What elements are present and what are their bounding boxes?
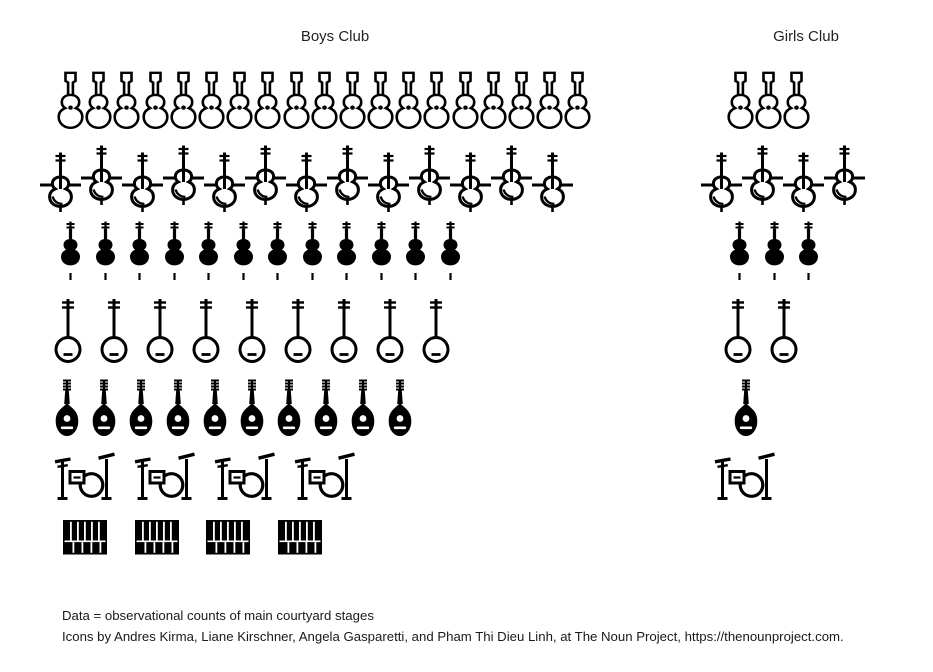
cello-icon: [726, 220, 753, 284]
cello-icon: [195, 220, 222, 284]
guitar-icon: [113, 70, 140, 134]
drum-kit-icon: [54, 452, 116, 502]
cello-icon: [264, 220, 291, 284]
mandolin-icon: [91, 378, 117, 438]
cello-icon: [402, 220, 429, 284]
banjo-icon: [99, 297, 129, 365]
fiddle-icon: [450, 149, 491, 219]
guitar-icon: [480, 70, 507, 134]
boys-drum-kit-row: [54, 452, 356, 502]
guitar-icon: [727, 70, 754, 134]
girls-banjo-row: [723, 297, 799, 365]
keyboard-icon: [205, 519, 251, 557]
mandolin-icon: [54, 378, 80, 438]
banjo-icon: [723, 297, 753, 365]
guitar-icon: [283, 70, 310, 134]
guitar-icon: [254, 70, 281, 134]
fiddle-icon: [532, 149, 573, 219]
drum-kit-icon: [134, 452, 196, 502]
boys-cello-row: [57, 220, 464, 284]
cello-icon: [230, 220, 257, 284]
guitar-icon: [755, 70, 782, 134]
guitar-icon: [339, 70, 366, 134]
guitar-icon: [142, 70, 169, 134]
cello-icon: [795, 220, 822, 284]
boys-keyboard-row: [62, 519, 323, 557]
fiddle-icon: [204, 149, 245, 219]
guitar-icon: [226, 70, 253, 134]
mandolin-icon: [165, 378, 191, 438]
banjo-icon: [769, 297, 799, 365]
guitar-icon: [198, 70, 225, 134]
cello-icon: [126, 220, 153, 284]
fiddle-icon: [368, 149, 409, 219]
fiddle-icon: [742, 142, 783, 212]
fiddle-icon: [491, 142, 532, 212]
guitar-icon: [564, 70, 591, 134]
boys-mandolin-row: [54, 378, 413, 438]
guitar-icon: [783, 70, 810, 134]
fiddle-icon: [783, 149, 824, 219]
guitar-icon: [311, 70, 338, 134]
mandolin-icon: [387, 378, 413, 438]
banjo-icon: [375, 297, 405, 365]
mandolin-icon: [128, 378, 154, 438]
guitar-icon: [452, 70, 479, 134]
banjo-icon: [145, 297, 175, 365]
guitar-icon: [508, 70, 535, 134]
mandolin-icon: [350, 378, 376, 438]
guitar-icon: [367, 70, 394, 134]
banjo-icon: [237, 297, 267, 365]
girls-guitar-row: [727, 70, 810, 134]
banjo-icon: [191, 297, 221, 365]
fiddle-icon: [163, 142, 204, 212]
banjo-icon: [421, 297, 451, 365]
drum-kit-icon: [294, 452, 356, 502]
banjo-icon: [53, 297, 83, 365]
keyboard-icon: [277, 519, 323, 557]
cello-icon: [761, 220, 788, 284]
fiddle-icon: [122, 149, 163, 219]
mandolin-icon: [276, 378, 302, 438]
cello-icon: [57, 220, 84, 284]
mandolin-icon: [202, 378, 228, 438]
banjo-icon: [283, 297, 313, 365]
cello-icon: [333, 220, 360, 284]
cello-icon: [368, 220, 395, 284]
boys-guitar-row: [57, 70, 591, 134]
girls-drum-kit-row: [714, 452, 776, 502]
keyboard-icon: [134, 519, 180, 557]
fiddle-icon: [409, 142, 450, 212]
girls-fiddle-row: [701, 149, 865, 219]
drum-kit-icon: [214, 452, 276, 502]
girls-cello-row: [726, 220, 822, 284]
guitar-icon: [85, 70, 112, 134]
girls-mandolin-row: [733, 378, 759, 438]
boys-club-title: Boys Club: [300, 28, 370, 45]
fiddle-icon: [701, 149, 742, 219]
guitar-icon: [536, 70, 563, 134]
mandolin-icon: [239, 378, 265, 438]
cello-icon: [299, 220, 326, 284]
footer-data-note: Data = observational counts of main courtyard stages: [62, 608, 374, 623]
drum-kit-icon: [714, 452, 776, 502]
guitar-icon: [170, 70, 197, 134]
boys-banjo-row: [53, 297, 451, 365]
fiddle-icon: [824, 142, 865, 212]
footer-credits: Icons by Andres Kirma, Liane Kirschner, Angela Gasparetti, and Pham Thi Dieu Linh, at The Noun Project, https://thenounproject.com.: [62, 629, 844, 644]
fiddle-icon: [245, 142, 286, 212]
guitar-icon: [423, 70, 450, 134]
keyboard-icon: [62, 519, 108, 557]
girls-club-title: Girls Club: [773, 28, 839, 45]
boys-fiddle-row: [40, 149, 573, 219]
fiddle-icon: [40, 149, 81, 219]
cello-icon: [92, 220, 119, 284]
cello-icon: [161, 220, 188, 284]
fiddle-icon: [286, 149, 327, 219]
mandolin-icon: [733, 378, 759, 438]
banjo-icon: [329, 297, 359, 365]
guitar-icon: [395, 70, 422, 134]
mandolin-icon: [313, 378, 339, 438]
fiddle-icon: [81, 142, 122, 212]
fiddle-icon: [327, 142, 368, 212]
cello-icon: [437, 220, 464, 284]
footer-note: [62, 605, 844, 647]
guitar-icon: [57, 70, 84, 134]
